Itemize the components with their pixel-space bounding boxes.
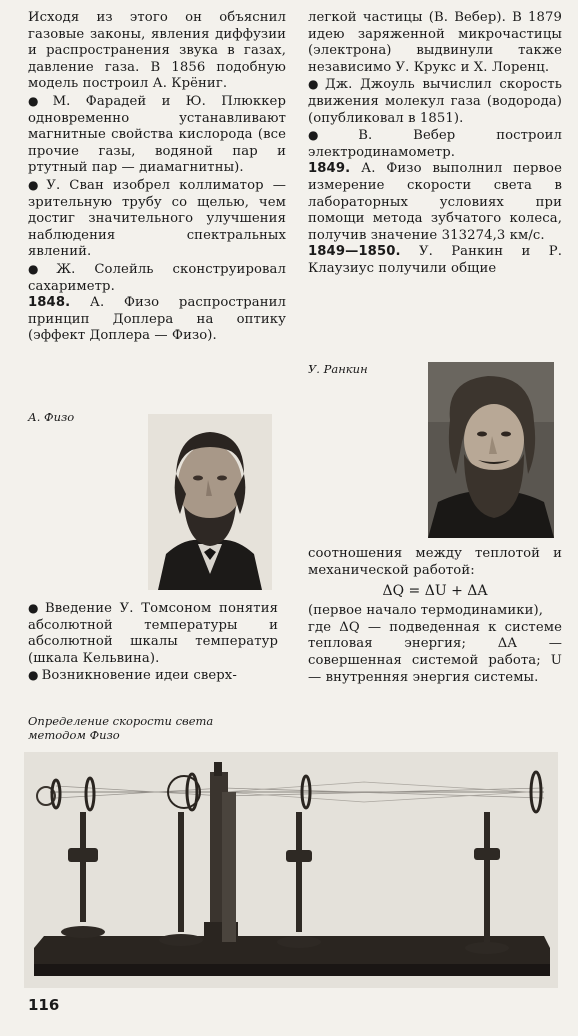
bullet-icon: ● [308, 77, 323, 92]
right-column-bottom [308, 546, 562, 686]
paragraph [308, 76, 562, 127]
paragraph: (первое начало термодинамики), [308, 603, 543, 619]
paragraph: Исходя из этого он объяснил газовые законы, явления диффузии и распространения звука в газах, давление газа. В 1856 подобную модель построил А. Крёниг. [28, 10, 286, 92]
paragraph [308, 127, 562, 161]
bullet-icon: ● [28, 668, 39, 683]
paragraph-text: Ж. Солейль сконструировал сахариметр. [28, 261, 286, 294]
paragraph [28, 93, 286, 177]
formula: ΔQ = ΔU + ΔA [382, 583, 488, 600]
bullet-icon: ● [308, 128, 356, 143]
left-column [28, 10, 286, 345]
paragraph: соотношения между теплотой и механической работой: [308, 546, 562, 578]
paragraph [308, 161, 562, 244]
paragraph: где ΔQ — подведенная к системе тепловая энергия; ΔA — совершенная системой работа; U — внутренняя энергия системы. [308, 619, 562, 685]
year-label: 1848. [28, 295, 71, 311]
bullet-icon: ● [28, 261, 54, 276]
bullet-icon: ● [28, 177, 44, 192]
paragraph [28, 600, 278, 667]
paragraph-text: В. Вебер построил электродинамометр. [308, 128, 563, 160]
paragraph-text: У. Сван изобрел коллиматор — зрительную трубу со щелью, чем достиг значительного улучшения наблюдения спектральных явлений. [28, 177, 286, 260]
paragraph [28, 667, 278, 685]
paragraph-text: А. Физо распространил принцип Доплера на оптику (эффект Доплера — Физо). [28, 295, 287, 344]
caption-fizeau: А. Физо [28, 410, 75, 424]
paragraph-text: Введение У. Томсоном понятия абсолютной температуры и абсолютной шкалы температур (шкала Кельвина). [28, 601, 279, 666]
apparatus-photo [24, 752, 558, 988]
paragraph-text: У. Ранкин и Р. Клаузиус получили общие [308, 244, 562, 276]
right-column [308, 10, 562, 278]
paragraph-text: М. Фарадей и Ю. Плюккер одновременно устанавливают магнитные свойства кислорода (все прочие газы, водяной пар и ртутный пар — диамагнитны). [28, 93, 286, 176]
paragraph [308, 244, 562, 277]
portrait-rankine [428, 362, 554, 538]
caption-rankine: У. Ранкин [308, 362, 368, 376]
caption-apparatus: Определение скорости света методом Физо [28, 714, 214, 742]
paragraph-text: Возникновение идеи сверх- [41, 668, 237, 684]
paragraph-text: Дж. Джоуль вычислил скорость движения молекул газа (водорода) (опубликовал в 1851). [308, 77, 563, 126]
paragraph [28, 177, 286, 261]
year-label: 1849. [308, 161, 351, 177]
paragraph: легкой частицы (В. Вебер). В 1879 идею заряженной микрочастицы (электрона) выдвинули также независимо У. Крукс и Х. Лоренц. [308, 10, 562, 75]
page-number: 116 [28, 996, 60, 1014]
bullet-icon: ● [28, 93, 50, 108]
bullet-icon: ● [28, 601, 42, 615]
left-column-bottom [28, 600, 278, 685]
paragraph [28, 261, 286, 295]
paragraph [28, 295, 286, 345]
year-label: 1849—1850. [308, 244, 401, 260]
paragraph-text: А. Физо выполнил первое измерение скорости света в лабораторных условиях при помощи метода зубчатого колеса, получив значение 313274,3 км/с. [308, 161, 562, 243]
portrait-fizeau [148, 414, 272, 590]
